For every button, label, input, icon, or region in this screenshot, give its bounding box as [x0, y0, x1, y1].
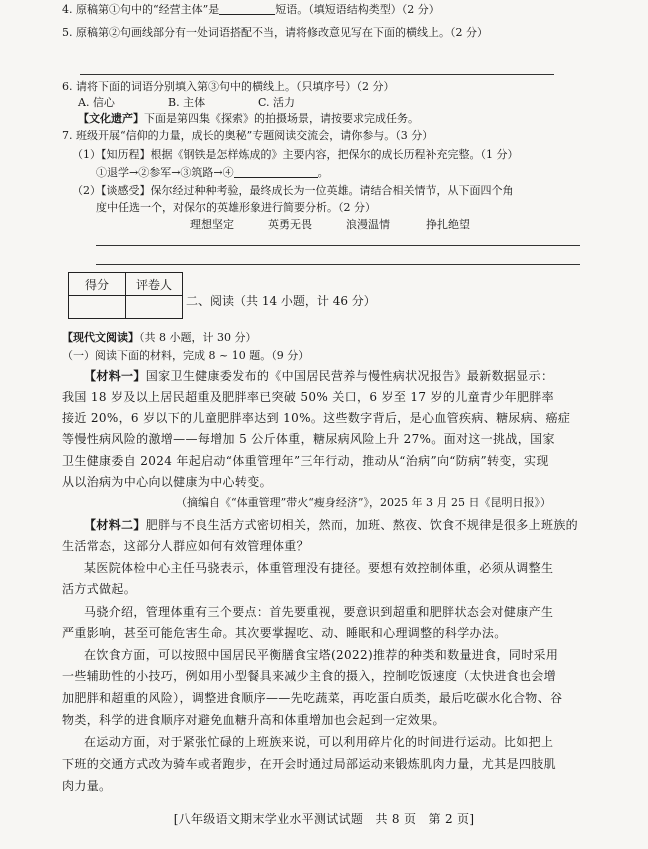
score-cell[interactable] — [69, 296, 126, 319]
material-1-line-3: 接近 20%，6 岁以下的儿童肥胖率达到 10%。这些数字背后，是心血管疾病、糖尿病、癌症 — [62, 411, 571, 425]
score-header: 得分 — [69, 273, 126, 296]
grader-cell[interactable] — [126, 296, 183, 319]
paragraph-3-line-2: 一些辅助性的小技巧，例如用小型餐具来减少主食的摄入，控制吃饭速度（太快进食也会增 — [62, 669, 557, 683]
angle-2: 英勇无畏 — [268, 218, 312, 231]
material-1-line-1: 【材料一】国家卫生健康委发布的《中国居民营养与慢性病状况报告》最新数据显示： — [84, 369, 554, 383]
grader-header: 评卷人 — [126, 273, 183, 296]
paragraph-1-line-2: 活方式做起。 — [62, 582, 137, 596]
option-c: C. 活力 — [258, 96, 296, 109]
paragraph-1-line-1: 某医院体检中心主任马骁表示，体重管理没有捷径。要想有效控制体重，必须从调整生 — [84, 561, 554, 575]
material-1-line-5: 卫生健康委自 2024 年起启动“体重管理年”三年行动，推动从“治病”向“防病”转变，实现 — [62, 454, 549, 468]
paragraph-2-line-1: 马骁介绍，管理体重有三个要点：首先要重视，要意识到超重和肥胖状态会对健康产生 — [84, 605, 554, 619]
paragraph-3-line-3: 加肥胖和超重的风险），调整进食顺序——先吃蔬菜，再吃蛋白质类，最后吃碳水化合物、谷 — [62, 691, 563, 705]
material-2-line-2: 生活常态，这部分人群应如何有效管理体重？ — [62, 539, 310, 553]
paragraph-3-line-4: 物类，科学的进食顺序对避免血糖升高和体重增加也会起到一定效果。 — [62, 713, 445, 727]
answer-line-q7-1[interactable] — [96, 245, 580, 246]
answer-blank-growth[interactable] — [234, 166, 318, 178]
angle-1: 理想坚定 — [190, 218, 234, 231]
part-1-instruction: （一）阅读下面的材料，完成 8 ~ 10 题。（9 分） — [62, 349, 310, 362]
question-7-part-2-line-1: （2）【谈感受】保尔经过种种考验，最终成长为一位英雄。请结合相关情节，从下面四个角 — [72, 184, 514, 197]
score-box — [68, 272, 183, 319]
angle-3: 浪漫温情 — [346, 218, 390, 231]
paragraph-4-line-1: 在运动方面，对于紧张忙碌的上班族来说，可以利用碎片化的时间进行运动。比如把上 — [84, 735, 554, 749]
material-1-line-2: 我国 18 岁及以上居民超重及肥胖率已突破 50% 关口，6 岁至 17 岁的儿童青少年肥胖率 — [62, 390, 554, 404]
question-7-part-1: （1）【知历程】根据《钢铁是怎样炼成的》主要内容，把保尔的成长历程补充完整。（1 分） — [72, 148, 519, 161]
paragraph-3-line-1: 在饮食方面，可以按照中国居民平衡膳食宝塔(2022)推荐的种类和数量进食，同时采用 — [84, 648, 559, 662]
answer-blank-q4[interactable] — [219, 3, 275, 15]
question-4: 4. 原稿第①句中的“经营主体”是 短语。（填短语结构类型）（2 分） — [62, 3, 440, 16]
paragraph-4-line-2: 下班的交通方式改为骑车或者跑步，在开会时通过局部运动来锻炼肌肉力量，尤其是四肢肌 — [62, 757, 557, 771]
modern-reading-heading: 【现代文阅读】（共 8 小题，计 30 分） — [62, 331, 257, 344]
question-5: 5. 原稿第②句画线部分有一处词语搭配不当，请将修改意见写在下面的横线上。（2 分） — [62, 26, 488, 39]
heritage-prompt: 【文化遗产】下面是第四集《探索》的拍摄场景，请按要求完成任务。 — [78, 112, 419, 125]
answer-line-q5[interactable] — [80, 74, 554, 75]
material-1-line-6: 从以治病为中心向以健康为中心转变。 — [62, 475, 272, 489]
material-2-line-1: 【材料二】肥胖与不良生活方式密切相关，然而，加班、熬夜、饮食不规律是很多上班族的 — [84, 518, 579, 532]
option-a: A. 信心 — [78, 96, 115, 109]
section-2-title: 二、阅读（共 14 小题，计 46 分） — [186, 294, 376, 308]
paragraph-4-line-3: 肉力量。 — [62, 779, 112, 793]
material-1-source: （摘编自《“体重管理”带火“瘦身经济”》，2025 年 3 月 25 日《昆明日报》） — [176, 496, 551, 509]
option-b: B. 主体 — [168, 96, 206, 109]
answer-line-q7-2[interactable] — [96, 264, 580, 265]
angle-4: 挣扎绝望 — [426, 218, 470, 231]
question-7-part-2-line-2: 度中任选一个，对保尔的英雄形象进行简要分析。（2 分） — [96, 201, 376, 214]
question-7: 7. 班级开展“信仰的力量，成长的奥秘”专题阅读交流会，请你参与。（3 分） — [62, 129, 434, 142]
question-6: 6. 请将下面的词语分别填入第③句中的横线上。（只填序号）（2 分） — [62, 80, 395, 93]
paragraph-2-line-2: 严重影响，甚至可能危害生命。其次要掌握吃、动、睡眠和心理调整的科学办法。 — [62, 626, 507, 640]
growth-path: ①退学→②参军→③筑路→④ 。 — [96, 166, 329, 179]
page-footer: [八年级语文期末学业水平测试试题 共 8 页 第 2 页] — [173, 812, 475, 826]
material-1-line-4: 等慢性病风险的激增——每增加 5 公斤体重，糖尿病风险上升 27%。面对这一挑战，国家 — [62, 432, 555, 446]
